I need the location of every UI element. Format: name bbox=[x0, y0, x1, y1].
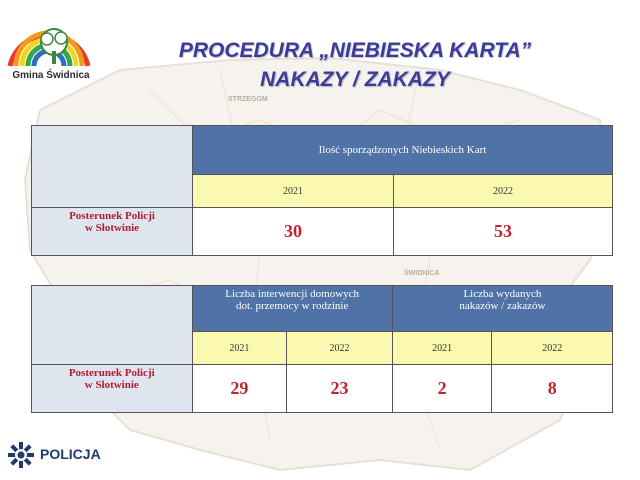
blue-cards-table bbox=[31, 125, 613, 256]
year-cell: 2021 bbox=[392, 332, 492, 365]
header-line-1: Liczba interwencji domowych bbox=[225, 288, 360, 300]
year-cell: 2022 bbox=[394, 175, 613, 208]
row-label bbox=[32, 365, 193, 413]
row-label-line-1: Posterunek Policji bbox=[69, 210, 155, 222]
gmina-logo bbox=[6, 4, 92, 84]
value-cell: 8 bbox=[492, 365, 613, 413]
table-corner bbox=[32, 126, 193, 208]
header-line-2: nakazów / zakazów bbox=[459, 300, 546, 312]
table-header bbox=[392, 286, 612, 332]
title-line-2: NAKAZY / ZAKAZY bbox=[260, 68, 450, 91]
row-label-line-2: w Słotwinie bbox=[84, 379, 139, 391]
police-text: POLICJA bbox=[40, 446, 101, 462]
year-cell: 2021 bbox=[192, 332, 287, 365]
page-title bbox=[120, 36, 590, 94]
table-corner bbox=[32, 286, 193, 365]
row-label bbox=[32, 208, 193, 256]
row-label-line-1: Posterunek Policji bbox=[68, 367, 155, 379]
header-line-1: Liczba wydanych bbox=[463, 288, 542, 300]
interventions-table bbox=[31, 285, 613, 413]
map-label-strzegom: STRZEGOM bbox=[228, 96, 268, 103]
police-star-icon bbox=[6, 440, 36, 470]
value-cell: 29 bbox=[192, 365, 287, 413]
map-label-swidnica: ŚWIDNICA bbox=[404, 270, 440, 277]
table-header bbox=[192, 286, 392, 332]
police-logo bbox=[6, 440, 126, 470]
logo-text: Gmina Świdnica bbox=[12, 70, 90, 81]
year-cell: 2021 bbox=[193, 175, 394, 208]
rainbow-tree-icon bbox=[6, 4, 92, 72]
value-cell: 30 bbox=[193, 208, 394, 256]
value-cell: 23 bbox=[287, 365, 393, 413]
row-label-line-2: w Słotwinie bbox=[84, 222, 140, 234]
value-cell: 2 bbox=[392, 365, 492, 413]
table-header: Ilość sporządzonych Niebieskich Kart bbox=[193, 126, 613, 175]
title-line-1: PROCEDURA „NIEBIESKA KARTA” bbox=[178, 39, 532, 62]
year-cell: 2022 bbox=[492, 332, 613, 365]
header-line-2: dot. przemocy w rodzinie bbox=[235, 300, 349, 312]
year-cell: 2022 bbox=[287, 332, 393, 365]
value-cell: 53 bbox=[394, 208, 613, 256]
